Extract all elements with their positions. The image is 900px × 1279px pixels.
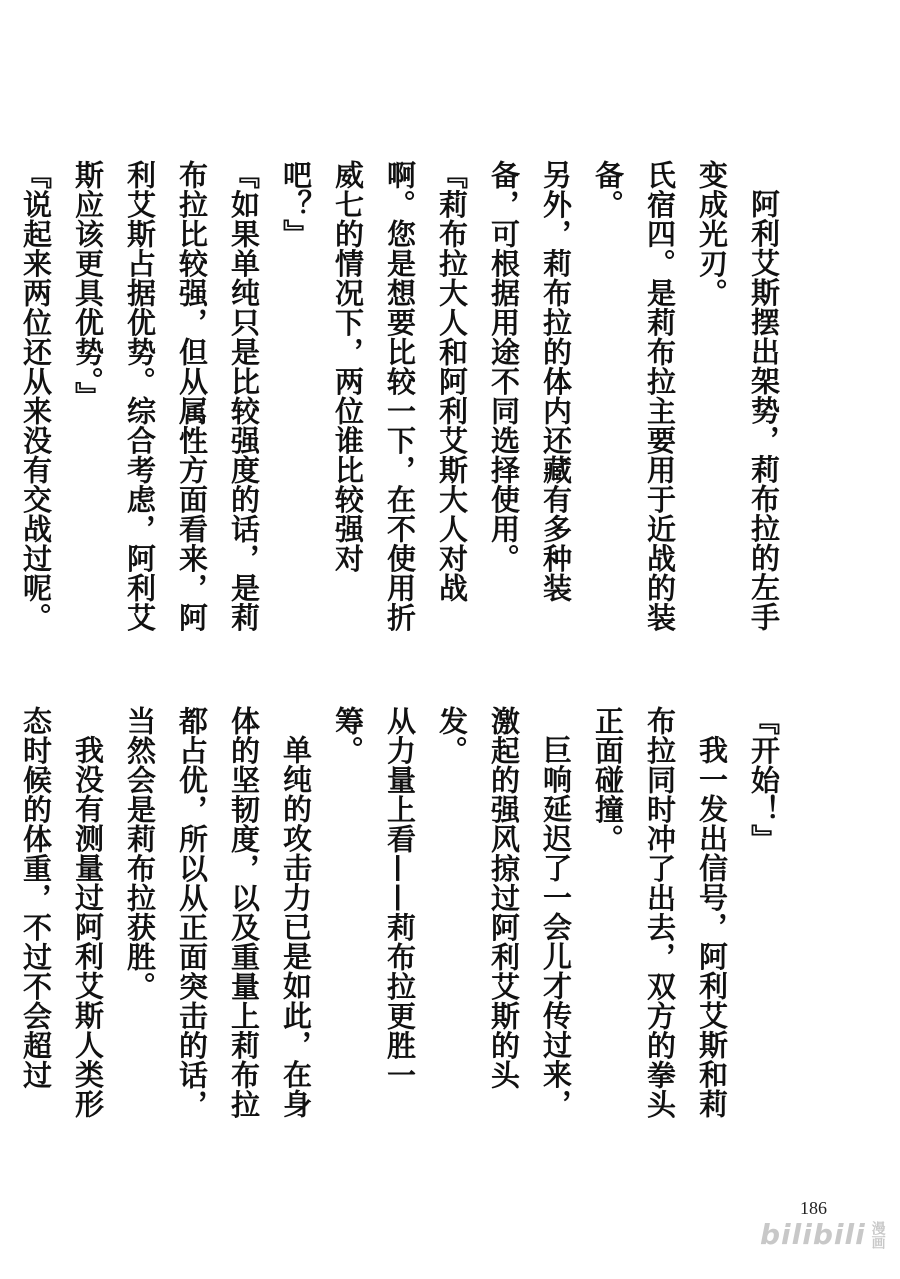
paragraph: 『开始！』 <box>747 706 781 854</box>
paragraph: 『说起来两位还从来没有交战过呢。 <box>19 160 53 632</box>
paragraph: 『如果单纯只是比较强度的话，是莉布拉比较强，但从属性方面看来，阿利艾斯占据优势。综合考虑，阿利艾斯应该更具优势。』 <box>71 160 261 632</box>
text-block-bottom <box>19 706 790 1136</box>
watermark-logo: bilibili <box>760 1218 866 1251</box>
paragraph: 我一发出信号，阿利艾斯和莉布拉同时冲了出去，双方的拳头正面碰撞。 <box>591 706 729 1119</box>
paragraph: 『莉布拉大人和阿利艾斯大人对战啊。您是想要比较一下，在不使用折威七的情况下，两位谁比较强对吧？』 <box>279 160 469 632</box>
paragraph: 另外，莉布拉的体内还藏有多种装备，可根据用途不同选择使用。 <box>487 160 573 603</box>
watermark-sub: 漫画 <box>869 1220 886 1249</box>
text-block-top <box>19 160 790 640</box>
paragraph: 单纯的攻击力已是如此，在身体的坚韧度，以及重量上莉布拉都占优，所以从正面突击的话，当然会是莉布拉获胜。 <box>123 706 313 1119</box>
page-number: 186 <box>800 1198 827 1218</box>
paragraph: 阿利艾斯摆出架势，莉布拉的左手变成光刃。 <box>695 160 781 632</box>
paragraph: 氏宿四。是莉布拉主要用于近战的装备。 <box>591 160 677 632</box>
paragraph: 我没有测量过阿利艾斯人类形态时候的体重，不过不会超过 <box>19 706 105 1119</box>
paragraph: 巨响延迟了一会儿才传过来，激起的强风掠过阿利艾斯的头发。 <box>435 706 573 1119</box>
paragraph: 从力量上看——莉布拉更胜一筹。 <box>331 706 417 1090</box>
bilibili-watermark <box>760 1218 885 1251</box>
